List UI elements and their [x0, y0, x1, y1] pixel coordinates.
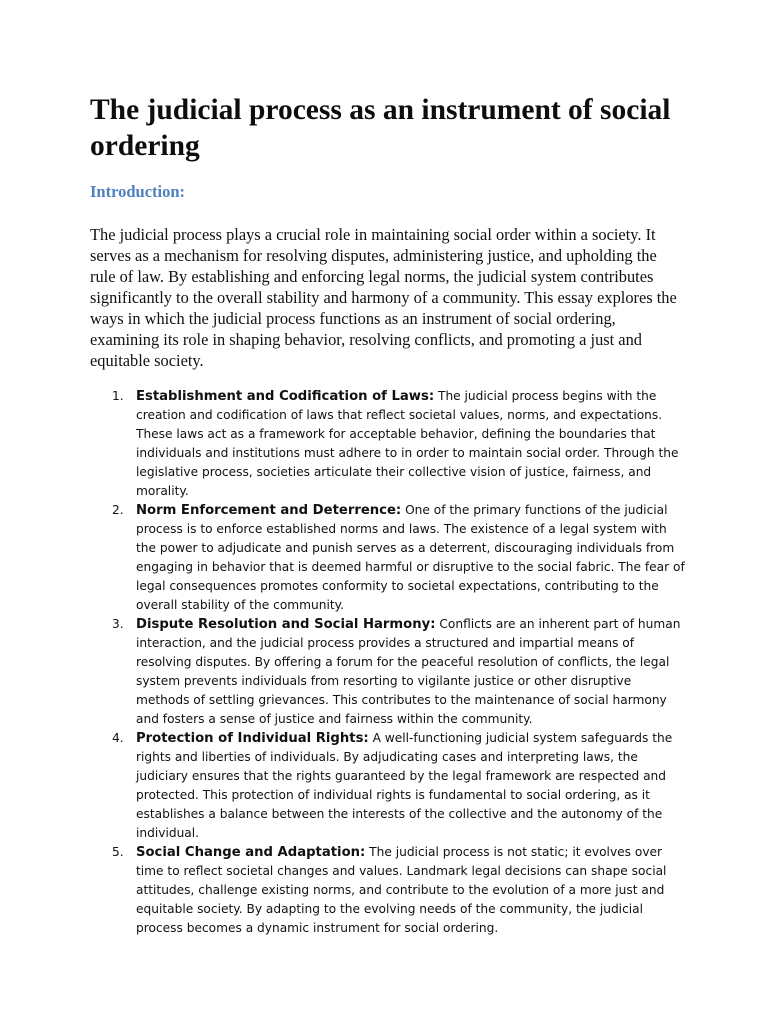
list-item-title: Social Change and Adaptation:	[136, 845, 366, 860]
list-item	[100, 843, 686, 938]
list-item-text: One of the primary functions of the judicial process is to enforce established norms and laws. The existence of a legal system with the power to adjudicate and punish serves as a deterrent, discouraging individuals from engaging in behavior that is deemed harmful or disruptive to the social fabric. The fear of legal consequences promotes conformity to societal expectations, contributing to the overall stability of the community.	[136, 503, 685, 612]
numbered-list	[100, 387, 686, 938]
intro-paragraph: The judicial process plays a crucial role in maintaining social order within a society. It serves as a mechanism for resolving disputes, administering justice, and upholding the rule of law. By establishing and enforcing legal norms, the judicial system contributes significantly to the overall stability and harmony of a community. This essay explores the ways in which the judicial process functions as an instrument of social ordering, examining its role in shaping behavior, resolving conflicts, and promoting a just and equitable society.	[90, 225, 677, 370]
list-item	[100, 615, 686, 729]
list-item-number: 5.	[112, 845, 124, 859]
list-item-text: A well-functioning judicial system safeguards the rights and liberties of individuals. By adjudicating cases and interpreting laws, the judiciary ensures that the rights guaranteed by the legal framework are respected and protected. This protection of individual rights is fundamental to social ordering, as it establishes a balance between the interests of the collective and the autonomy of the individual.	[136, 731, 673, 840]
list-item	[100, 729, 686, 843]
intro-heading: Introduction:	[90, 182, 186, 201]
list-item	[100, 501, 686, 615]
list-item-title: Establishment and Codification of Laws:	[136, 389, 435, 404]
list-item-number: 2.	[112, 503, 124, 517]
list-item-text: The judicial process is not static; it evolves over time to reflect societal changes and values. Landmark legal decisions can shape social attitudes, challenge existing norms, and contribute to the evolution of a more just and equitable society. By adapting to the evolving needs of the community, the judicial process becomes a dynamic instrument for social ordering.	[136, 845, 667, 935]
list-item-title: Protection of Individual Rights:	[136, 731, 369, 746]
list-item-number: 1.	[112, 389, 124, 403]
list-item	[100, 387, 686, 501]
list-item-text: Conflicts are an inherent part of human interaction, and the judicial process provides a structured and impartial means of resolving disputes. By offering a forum for the peaceful resolution of conflicts, the legal system prevents individuals from resorting to vigilante justice or other disruptive methods of settling grievances. This contributes to the maintenance of social harmony and fosters a sense of justice and fairness within the community.	[136, 617, 681, 726]
document-title: The judicial process as an instrument of social ordering	[90, 94, 671, 162]
list-item-text: The judicial process begins with the creation and codification of laws that reflect societal values, norms, and expectations. These laws act as a framework for acceptable behavior, defining the boundaries that individuals and institutions must adhere to in order to maintain social order. Through the legislative process, societies articulate their collective vision of justice, fairness, and morality.	[136, 389, 679, 498]
list-item-number: 3.	[112, 617, 124, 631]
list-item-number: 4.	[112, 731, 124, 745]
list-item-title: Norm Enforcement and Deterrence:	[136, 503, 402, 518]
list-item-title: Dispute Resolution and Social Harmony:	[136, 617, 436, 632]
